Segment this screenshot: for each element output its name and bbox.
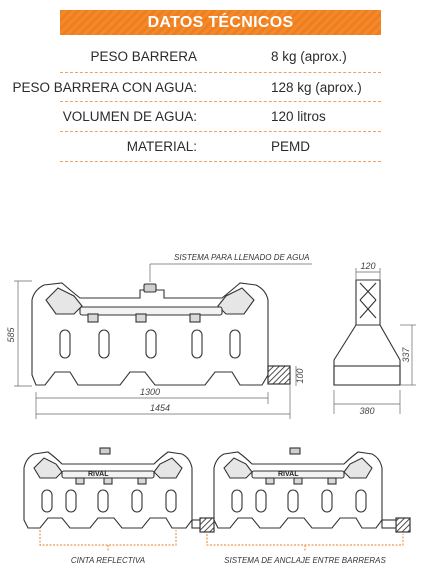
spec-value: 8 kg (aprox.): [271, 49, 347, 64]
dim-base-length: 1300: [139, 387, 161, 397]
reflective-callout: [40, 530, 176, 551]
spec-value: PEMD: [271, 139, 311, 154]
spec-label: VOLUMEN DE AGUA:: [62, 109, 197, 124]
barrier-front-view: [32, 283, 290, 385]
barrier-side-view: [334, 280, 400, 385]
fill-system-label: SISTEMA PARA LLENADO DE AGUA: [174, 253, 310, 262]
svg-text:RIVAL: RIVAL: [278, 471, 299, 478]
spec-label: PESO BARRERA: [90, 49, 197, 64]
anchor-callout: [207, 534, 403, 551]
spec-value: 120 litros: [271, 109, 326, 124]
dim-base-width: 380: [359, 406, 375, 416]
dim-height: 585: [6, 327, 16, 343]
dim-side-height: 337: [401, 347, 411, 363]
reflective-tape-label: CINTA REFLECTIVA: [70, 556, 146, 565]
dim-top-width: 120: [360, 261, 376, 271]
dim-foot-height: 100: [295, 368, 305, 384]
spec-label: PESO BARRERA CON AGUA:: [12, 80, 197, 95]
specs-title: DATOS TÉCNICOS: [147, 13, 294, 31]
barrier-pair-view: [24, 448, 410, 532]
svg-text:RIVAL: RIVAL: [88, 471, 109, 478]
spec-label: MATERIAL:: [126, 139, 197, 154]
anchor-system-label: SISTEMA DE ANCLAJE ENTRE BARRERAS: [224, 556, 386, 565]
dim-total-length: 1454: [149, 403, 171, 413]
spec-value: 128 kg (aprox.): [271, 80, 362, 95]
